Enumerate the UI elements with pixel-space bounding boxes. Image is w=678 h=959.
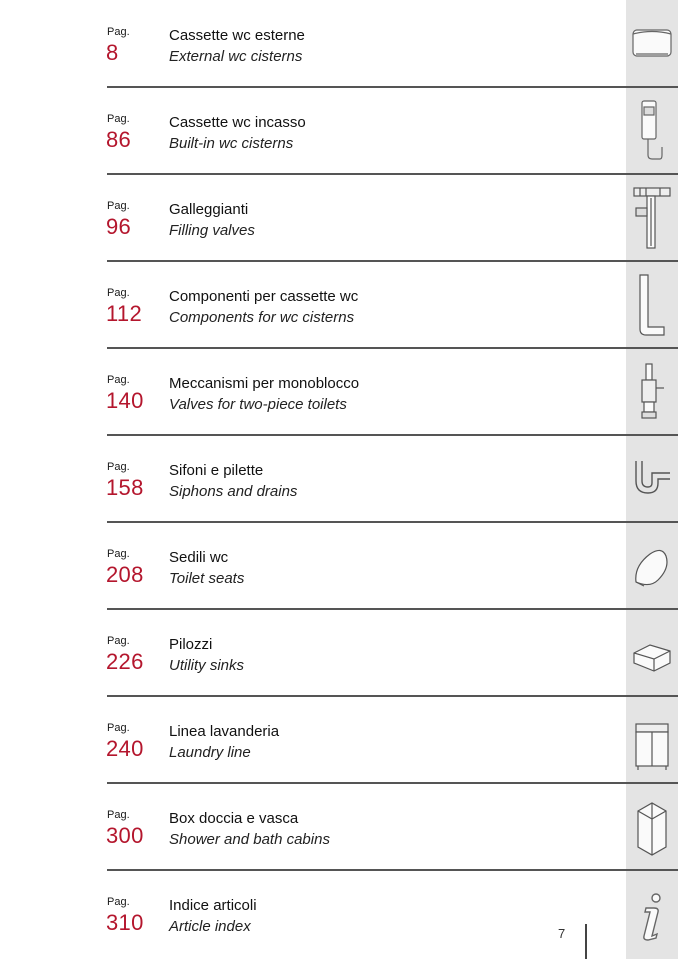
toc-entry[interactable] — [0, 174, 678, 261]
flush-pipe-icon — [630, 271, 674, 338]
page-number: 140 — [106, 388, 144, 413]
laundry-cabinet-icon — [630, 706, 674, 773]
page-number: 112 — [106, 301, 142, 326]
entry-title: Cassette wc esterne — [169, 27, 305, 44]
toc-entry[interactable] — [0, 87, 678, 174]
page-number: 158 — [106, 475, 144, 500]
entry-subtitle: Built-in wc cisterns — [169, 135, 294, 152]
entry-subtitle: Toilet seats — [169, 570, 245, 587]
pag-label: Pag. — [107, 896, 130, 908]
toc-entry[interactable] — [0, 0, 678, 87]
pag-label: Pag. — [107, 722, 130, 734]
shower-cabin-icon — [630, 793, 674, 860]
toc-entry[interactable] — [0, 609, 678, 696]
toc-entry[interactable] — [0, 261, 678, 348]
entry-title: Box doccia e vasca — [169, 810, 299, 827]
toc-entry[interactable] — [0, 522, 678, 609]
pag-label: Pag. — [107, 461, 130, 473]
page-number: 310 — [106, 910, 144, 935]
built-in-cistern-icon — [630, 97, 674, 164]
pag-label: Pag. — [107, 809, 130, 821]
pag-label: Pag. — [107, 635, 130, 647]
entry-subtitle: Siphons and drains — [169, 483, 298, 500]
pag-label: Pag. — [107, 548, 130, 560]
entry-subtitle: Filling valves — [169, 222, 255, 239]
toc-entry[interactable] — [0, 870, 678, 957]
pag-label: Pag. — [107, 200, 130, 212]
pag-label: Pag. — [107, 374, 130, 386]
entry-title: Indice articoli — [169, 897, 257, 914]
page-number: 208 — [106, 562, 144, 587]
entry-subtitle: Laundry line — [169, 744, 251, 761]
info-icon — [630, 880, 674, 947]
page-number: 300 — [106, 823, 144, 848]
entry-subtitle: Article index — [169, 918, 251, 935]
pag-label: Pag. — [107, 26, 130, 38]
entry-title: Sifoni e pilette — [169, 462, 264, 479]
flush-valve-icon — [630, 358, 674, 425]
toilet-seat-icon — [630, 532, 674, 599]
entry-subtitle: Components for wc cisterns — [169, 309, 355, 326]
entry-subtitle: External wc cisterns — [169, 48, 303, 65]
entry-title: Galleggianti — [169, 201, 249, 218]
utility-sink-icon — [630, 619, 674, 686]
cistern-icon — [630, 10, 674, 77]
pag-label: Pag. — [107, 287, 130, 299]
footer-page-number: 7 — [558, 926, 566, 941]
footer-divider — [585, 924, 587, 959]
toc-entry[interactable] — [0, 348, 678, 435]
page-number: 8 — [106, 40, 119, 65]
page-number: 226 — [106, 649, 144, 674]
siphon-icon — [630, 445, 674, 512]
entry-title: Linea lavanderia — [169, 723, 280, 740]
entry-title: Pilozzi — [169, 636, 213, 653]
toc-entry[interactable] — [0, 696, 678, 783]
toc-entry[interactable] — [0, 435, 678, 522]
entry-title: Sedili wc — [169, 549, 229, 566]
page-number: 96 — [106, 214, 132, 239]
toc-entry[interactable] — [0, 783, 678, 870]
entry-title: Componenti per cassette wc — [169, 288, 359, 305]
entry-subtitle: Valves for two-piece toilets — [169, 396, 347, 413]
entry-subtitle: Utility sinks — [169, 657, 245, 674]
page-number: 240 — [106, 736, 144, 761]
page-number: 86 — [106, 127, 132, 152]
pag-label: Pag. — [107, 113, 130, 125]
entry-title: Meccanismi per monoblocco — [169, 375, 360, 392]
filling-valve-icon — [630, 184, 674, 251]
entry-title: Cassette wc incasso — [169, 114, 306, 131]
entry-subtitle: Shower and bath cabins — [169, 831, 330, 848]
